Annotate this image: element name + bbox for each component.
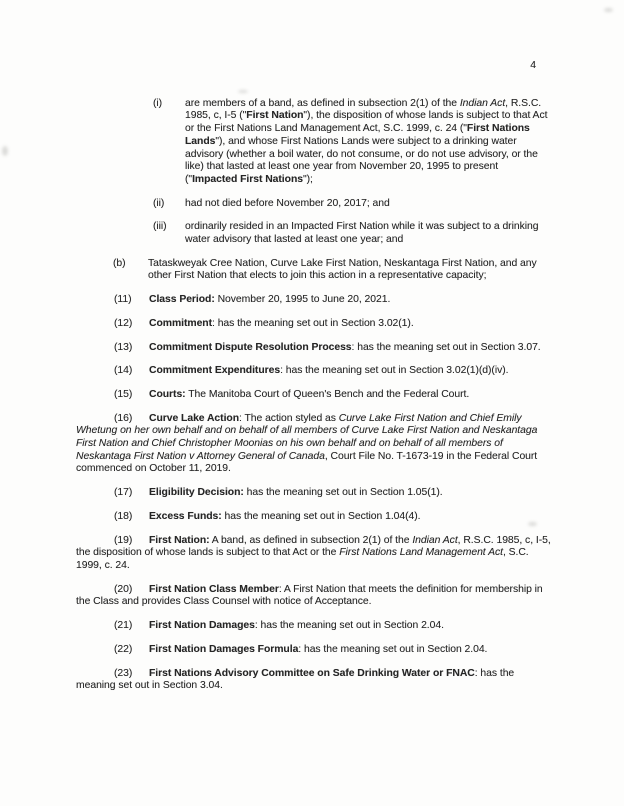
paragraph-14 (76, 365, 552, 378)
text-run: Curve Lake First Nation and Chief Emily Whetung on her own behalf and on behalf of all members of Curve Lake First Nation and Neskantaga First Nation and Chief Christopher Moonias on his own behalf and on behalf of all members of Neskantaga First Nation v Attorney General of Canada (76, 412, 538, 462)
text-run: Commitment Dispute Resolution Process (149, 341, 352, 353)
paragraph-label: (i) (153, 97, 163, 109)
scan-artifact (2, 146, 8, 156)
paragraph-label: (11) (114, 294, 132, 306)
paragraph-label: (b) (113, 257, 126, 269)
paragraph-12 (76, 318, 552, 331)
text-run: First Nations Lands (185, 123, 530, 147)
paragraph-label: (23) (114, 667, 133, 679)
text-run: Excess Funds: (149, 510, 222, 522)
text-run: First Nation Class Member (149, 583, 279, 595)
text-run: : A First Nation that meets the definition for membership in the Class and provides Class Counsel with notice of Acceptance. (76, 583, 543, 608)
text-run: has the meaning set out in Section 1.04(4). (221, 510, 421, 522)
text-run: ordinarily resided in an Impacted First Nation while it was subject to a drinking water advisory that lasted at least one year; and (185, 221, 539, 246)
text-run: First Nation (246, 110, 304, 122)
text-run: First Nations Land Management Act (339, 547, 503, 559)
text-run: November 20, 1995 to June 20, 2021. (214, 294, 391, 306)
text-run: Class Period: (149, 294, 215, 306)
text-run: had not died before November 20, 2017; and (185, 197, 390, 209)
paragraph-iii (76, 221, 552, 246)
paragraph-label: (15) (114, 388, 133, 400)
text-run: : has the meaning set out in Section 3.04. (76, 667, 515, 692)
text-run: : has the meaning set out in Section 3.02(1). (212, 317, 414, 329)
text-run: Eligibility Decision: (149, 487, 244, 499)
definitions-list (76, 98, 552, 693)
text-run: , S.C. 1999, c. 24. (76, 547, 529, 571)
text-run: "), and whose First Nations Lands were subject to a drinking water advisory (whether a boil water, do not consume, or do not use advisory, or the like) that lasted at least one year from November 20, 1995 to present (" (185, 135, 538, 185)
paragraph-label: (18) (114, 510, 133, 522)
text-run: : The action styled as (239, 412, 339, 424)
text-run: Curve Lake Action (149, 412, 239, 424)
text-run: "); (302, 173, 313, 185)
paragraph-20 (76, 584, 552, 609)
paragraph-13 (76, 342, 552, 355)
paragraph-b (76, 258, 552, 283)
text-run: , Court File No. T-1673-19 in the Federal Court commenced on October 11, 2019. (76, 450, 538, 475)
text-run: are members of a band, as defined in subsection 2(1) of the (185, 97, 460, 109)
text-run: The Manitoba Court of Queen's Bench and the Federal Court. (185, 388, 470, 400)
page-number: 4 (530, 60, 536, 71)
text-run: has the meaning set out in Section 1.05(1). (243, 487, 443, 499)
text-run: First Nation Damages Formula (149, 643, 299, 655)
paragraph-label: (21) (114, 620, 133, 632)
paragraph-18 (76, 511, 552, 524)
paragraph-17 (76, 487, 552, 500)
scan-artifact (604, 8, 613, 12)
scan-artifact (528, 522, 537, 526)
paragraph-label: (19) (114, 534, 133, 546)
text-run: : has the meaning set out in Section 3.07. (351, 341, 541, 353)
paragraph-label: (12) (114, 317, 133, 329)
text-run: Commitment Expenditures (149, 365, 281, 377)
paragraph-label: (14) (114, 365, 133, 377)
text-run: : has the meaning set out in Section 3.02(1)(d)(iv). (280, 365, 509, 377)
text-run: Courts: (149, 388, 186, 400)
text-run: A band, as defined in subsection 2(1) of the (209, 534, 413, 546)
text-run: First Nations Advisory Committee on Safe Drinking Water or FNAC (149, 667, 475, 679)
paragraph-23 (76, 668, 552, 693)
text-run: "), the disposition of whose lands is subject to that Act or the First Nations Land Management Act, S.C. 1999, c. 24 (" (185, 110, 548, 135)
paragraph-ii (76, 198, 552, 211)
text-run: , R.S.C. 1985, c, I-5 (" (185, 97, 542, 122)
paragraph-i (76, 98, 552, 187)
text-run: Tataskweyak Cree Nation, Curve Lake First Nation, Neskantaga First Nation, and any other First Nation that elects to join this action in a representative capacity; (148, 257, 537, 282)
text-run: Impacted First Nations (192, 173, 303, 185)
text-run: : has the meaning set out in Section 2.04. (254, 620, 444, 632)
paragraph-label: (20) (114, 583, 133, 595)
paragraph-label: (iii) (153, 221, 167, 233)
paragraph-label: (17) (114, 487, 133, 499)
text-run: : has the meaning set out in Section 2.04. (298, 643, 488, 655)
text-run: First Nation: (149, 534, 210, 546)
text-run: , R.S.C. 1985, c, I-5, the disposition of whose lands is subject to that Act or the (76, 534, 551, 559)
paragraph-label: (13) (114, 341, 133, 353)
paragraph-label: (ii) (153, 197, 165, 209)
text-run: Indian Act (459, 97, 506, 109)
paragraph-22 (76, 644, 552, 657)
paragraph-16 (76, 413, 552, 477)
paragraph-19 (76, 535, 552, 573)
paragraph-11 (76, 294, 552, 307)
text-run: Commitment (149, 317, 213, 329)
paragraph-label: (22) (114, 643, 133, 655)
text-run: First Nation Damages (149, 620, 255, 632)
scan-artifact (238, 90, 248, 93)
paragraph-label: (16) (114, 412, 133, 424)
paragraph-15 (76, 389, 552, 402)
paragraph-21 (76, 620, 552, 633)
text-run: Indian Act (412, 534, 458, 546)
